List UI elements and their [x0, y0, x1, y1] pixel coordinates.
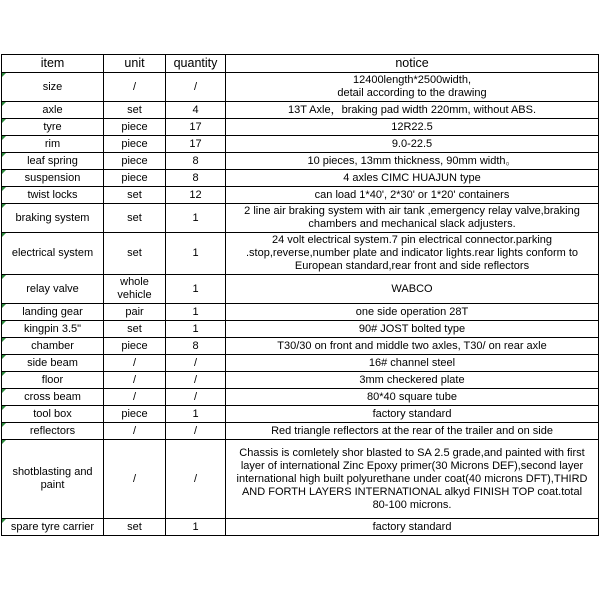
cell-item: [2, 170, 104, 187]
table-row: [2, 170, 599, 187]
quantity-text: 1: [192, 520, 199, 533]
unit-text: vehicle: [117, 289, 152, 301]
cell-quantity: [166, 440, 226, 519]
unit-text: piece: [121, 120, 148, 133]
item-text: landing gear: [22, 305, 83, 318]
cell-unit: [104, 119, 166, 136]
notice-text: 80*40 square tube: [367, 390, 457, 403]
cell-marker-icon: [2, 102, 6, 106]
notice-text: T30/30 on front and middle two axles, T30/ on rear axle: [277, 339, 547, 352]
cell-unit: [104, 102, 166, 119]
notice-text: WABCO: [391, 282, 433, 295]
cell-quantity: [166, 233, 226, 275]
cell-quantity: [166, 423, 226, 440]
notice-text: Red triangle reflectors at the rear of the trailer and on side: [271, 424, 553, 437]
cell-marker-icon: [2, 304, 6, 308]
header-notice: notice: [226, 55, 599, 73]
cell-marker-icon: [2, 321, 6, 325]
cell-marker-icon: [2, 389, 6, 393]
unit-text: /: [132, 390, 137, 403]
item-text: kingpin 3.5": [23, 322, 82, 335]
header-unit: unit: [104, 55, 166, 73]
item-text: floor: [41, 373, 64, 386]
quantity-text: 1: [192, 322, 199, 335]
cell-marker-icon: [2, 170, 6, 174]
notice-text: international high built polyurethane under coat(40 microns DFT),THIRD: [236, 472, 588, 485]
notice-text: 3mm checkered plate: [359, 373, 465, 386]
cell-quantity: [166, 102, 226, 119]
cell-marker-icon: [2, 440, 6, 444]
unit-text: set: [127, 103, 142, 116]
quantity-text: 4: [192, 103, 199, 116]
notice-text: one side operation 28T: [355, 305, 469, 318]
unit-text: piece: [121, 407, 148, 420]
cell-notice: [226, 102, 599, 119]
cell-item: [2, 304, 104, 321]
cell-notice: [226, 338, 599, 355]
table-row: [2, 338, 599, 355]
header-item: item: [2, 55, 104, 73]
cell-quantity: [166, 119, 226, 136]
item-text: paint: [40, 479, 65, 491]
cell-item: [2, 355, 104, 372]
cell-marker-icon: [2, 275, 6, 279]
unit-text: set: [127, 520, 142, 533]
cell-quantity: [166, 372, 226, 389]
table-row: [2, 136, 599, 153]
cell-quantity: [166, 321, 226, 338]
cell-item: [2, 204, 104, 233]
cell-notice: [226, 440, 599, 519]
table-row: [2, 119, 599, 136]
cell-item: [2, 519, 104, 536]
cell-notice: [226, 73, 599, 102]
cell-marker-icon: [2, 519, 6, 523]
cell-unit: [104, 304, 166, 321]
unit-text: set: [127, 188, 142, 201]
cell-quantity: [166, 153, 226, 170]
notice-text: factory standard: [372, 407, 452, 420]
item-text: shotblasting and: [12, 466, 93, 478]
notice-text: European standard,rear front and side reflectors: [294, 260, 530, 272]
cell-unit: [104, 406, 166, 423]
table-row: [2, 73, 599, 102]
cell-notice: [226, 372, 599, 389]
cell-item: [2, 372, 104, 389]
cell-item: [2, 389, 104, 406]
cell-item: [2, 321, 104, 338]
cell-notice: [226, 187, 599, 204]
item-text: suspension: [24, 171, 81, 184]
table-row: [2, 153, 599, 170]
cell-unit: [104, 338, 166, 355]
table-row: [2, 423, 599, 440]
cell-unit: [104, 423, 166, 440]
unit-text: /: [132, 424, 137, 437]
unit-text: /: [132, 472, 137, 485]
cell-notice: [226, 321, 599, 338]
header-row: [2, 55, 599, 73]
cell-unit: [104, 153, 166, 170]
unit-text: pair: [125, 305, 144, 318]
unit-text: piece: [121, 137, 148, 150]
item-text: relay valve: [26, 282, 79, 295]
item-text: chamber: [31, 339, 74, 352]
notice-text: 4 axles CIMC HUAJUN type: [343, 171, 481, 184]
cell-notice: [226, 355, 599, 372]
unit-text: set: [127, 322, 142, 335]
unit-text: /: [132, 373, 137, 386]
cell-unit: [104, 275, 166, 304]
item-text: rim: [44, 137, 61, 150]
notice-text: 12400length*2500width,: [352, 74, 472, 86]
unit-text: whole: [120, 276, 149, 288]
unit-text: /: [132, 80, 137, 93]
cell-marker-icon: [2, 372, 6, 376]
quantity-text: 8: [192, 171, 199, 184]
unit-text: piece: [121, 339, 148, 352]
unit-text: piece: [121, 154, 148, 167]
table-row: [2, 440, 599, 519]
item-text: axle: [42, 103, 63, 116]
table-row: [2, 233, 599, 275]
cell-unit: [104, 136, 166, 153]
quantity-text: /: [193, 424, 198, 437]
unit-text: set: [127, 211, 142, 224]
cell-item: [2, 102, 104, 119]
item-text: spare tyre carrier: [10, 520, 95, 533]
cell-marker-icon: [2, 119, 6, 123]
cell-item: [2, 440, 104, 519]
cell-marker-icon: [2, 204, 6, 208]
item-text: tyre: [43, 120, 62, 133]
notice-text: 24 volt electrical system.7 pin electrical connector.parking: [271, 234, 553, 246]
notice-text: 90# JOST bolted type: [358, 322, 466, 335]
notice-text: .stop,reverse,number plate and indicator lights.rear lights conform to: [246, 247, 578, 259]
notice-text: 9.0-22.5: [391, 137, 433, 150]
cell-unit: [104, 204, 166, 233]
item-text: braking system: [15, 211, 90, 224]
cell-notice: [226, 119, 599, 136]
quantity-text: 1: [192, 247, 199, 259]
cell-notice: [226, 275, 599, 304]
notice-text: 12R22.5: [391, 120, 433, 133]
cell-quantity: [166, 187, 226, 204]
table-row: [2, 102, 599, 119]
cell-notice: [226, 406, 599, 423]
cell-unit: [104, 321, 166, 338]
item-text: twist locks: [27, 188, 78, 201]
cell-quantity: [166, 170, 226, 187]
cell-notice: [226, 153, 599, 170]
item-text: side beam: [27, 356, 78, 369]
cell-marker-icon: [2, 355, 6, 359]
cell-quantity: [166, 73, 226, 102]
quantity-text: /: [193, 373, 198, 386]
cell-marker-icon: [2, 338, 6, 342]
quantity-text: 17: [189, 120, 202, 133]
cell-quantity: [166, 275, 226, 304]
cell-notice: [226, 136, 599, 153]
cell-marker-icon: [2, 233, 6, 237]
header-quantity: quantity: [166, 55, 226, 73]
quantity-text: 17: [189, 137, 202, 150]
cell-quantity: [166, 355, 226, 372]
quantity-text: 8: [192, 154, 199, 167]
cell-unit: [104, 170, 166, 187]
cell-item: [2, 73, 104, 102]
unit-text: /: [132, 356, 137, 369]
cell-unit: [104, 233, 166, 275]
item-text: size: [42, 80, 63, 93]
cell-quantity: [166, 338, 226, 355]
quantity-text: /: [193, 356, 198, 369]
cell-item: [2, 275, 104, 304]
cell-unit: [104, 73, 166, 102]
cell-item: [2, 233, 104, 275]
quantity-text: 8: [192, 339, 199, 352]
spec-table: [1, 54, 599, 536]
cell-notice: [226, 170, 599, 187]
quantity-text: /: [193, 80, 198, 93]
table-row: [2, 372, 599, 389]
table-row: [2, 519, 599, 536]
item-text: electrical system: [11, 247, 94, 259]
cell-marker-icon: [2, 136, 6, 140]
spec-body: [2, 73, 599, 536]
cell-unit: [104, 372, 166, 389]
quantity-text: /: [193, 472, 198, 485]
cell-quantity: [166, 304, 226, 321]
table-row: [2, 275, 599, 304]
notice-text: factory standard: [372, 520, 452, 533]
cell-quantity: [166, 389, 226, 406]
cell-item: [2, 187, 104, 204]
table-row: [2, 389, 599, 406]
cell-notice: [226, 304, 599, 321]
quantity-text: 1: [192, 211, 199, 224]
cell-unit: [104, 389, 166, 406]
item-text: cross beam: [24, 390, 81, 403]
cell-notice: [226, 233, 599, 275]
quantity-text: 1: [192, 282, 199, 295]
notice-text: 16# channel steel: [368, 356, 456, 369]
cell-marker-icon: [2, 423, 6, 427]
cell-notice: [226, 519, 599, 536]
table-row: [2, 406, 599, 423]
cell-notice: [226, 423, 599, 440]
cell-unit: [104, 355, 166, 372]
table-row: [2, 321, 599, 338]
notice-text: detail according to the drawing: [337, 87, 487, 99]
item-text: reflectors: [29, 424, 76, 437]
table-row: [2, 204, 599, 233]
cell-marker-icon: [2, 153, 6, 157]
cell-quantity: [166, 136, 226, 153]
notice-text: layer of international Zinc Epoxy primer(30 Microns DEF),second layer: [240, 459, 584, 472]
notice-text: 10 pieces, 13mm thickness, 90mm width。: [307, 154, 517, 167]
cell-unit: [104, 440, 166, 519]
notice-text: 2 line air braking system with air tank ,emergency relay valve,braking: [244, 205, 580, 217]
cell-item: [2, 119, 104, 136]
cell-quantity: [166, 406, 226, 423]
cell-quantity: [166, 519, 226, 536]
cell-notice: [226, 389, 599, 406]
cell-unit: [104, 187, 166, 204]
notice-text: can load 1*40', 2*30' or 1*20' containers: [314, 188, 510, 201]
quantity-text: 1: [192, 407, 199, 420]
quantity-text: /: [193, 390, 198, 403]
cell-item: [2, 153, 104, 170]
cell-item: [2, 406, 104, 423]
cell-item: [2, 423, 104, 440]
notice-text: 80-100 microns.: [372, 498, 452, 511]
table-row: [2, 304, 599, 321]
cell-unit: [104, 519, 166, 536]
quantity-text: 1: [192, 305, 199, 318]
cell-marker-icon: [2, 187, 6, 191]
quantity-text: 12: [189, 188, 202, 201]
unit-text: set: [127, 247, 142, 259]
table-row: [2, 187, 599, 204]
cell-quantity: [166, 204, 226, 233]
notice-text: AND FORTH LAYERS INTERNATIONAL alkyd FINISH TOP coat.total: [241, 485, 583, 498]
cell-item: [2, 338, 104, 355]
notice-text: chambers and mechanical slack adjusters.: [308, 218, 516, 230]
cell-notice: [226, 204, 599, 233]
table-row: [2, 355, 599, 372]
item-text: leaf spring: [27, 154, 78, 167]
cell-item: [2, 136, 104, 153]
unit-text: piece: [121, 171, 148, 184]
notice-text: Chassis is comletely shor blasted to SA 2.5 grade,and painted with first: [239, 446, 585, 459]
item-text: tool box: [33, 407, 72, 420]
spec-sheet: [0, 54, 600, 536]
notice-text: 13T Axle，braking pad width 220mm, without ABS.: [287, 103, 537, 116]
cell-marker-icon: [2, 406, 6, 410]
cell-marker-icon: [2, 73, 6, 77]
